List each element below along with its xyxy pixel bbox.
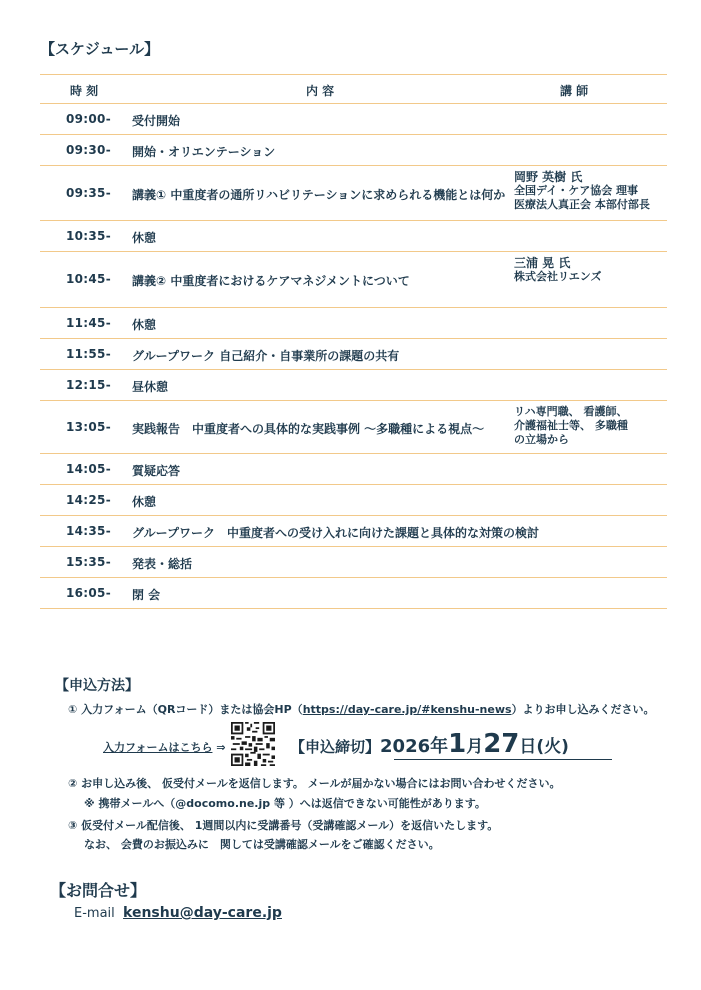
schedule-content: 講義② 中重度者におけるケアマネジメントについて — [132, 274, 410, 288]
schedule-row — [40, 104, 667, 135]
speaker-line: 岡野 英樹 氏 — [514, 170, 583, 184]
schedule-content: 開始・オリエンテーション — [132, 145, 276, 159]
schedule-time: 09:30- — [66, 143, 111, 157]
speaker-line: 医療法人真正会 本部付部長 — [514, 198, 650, 211]
schedule-time: 14:05- — [66, 462, 111, 476]
schedule-row — [40, 516, 667, 547]
schedule-rows — [40, 104, 667, 609]
apply-heading: 【申込方法】 — [55, 678, 139, 694]
schedule-content: 実践報告 中重度者への具体的な実践事例 ～多職種による視点～ — [132, 422, 485, 436]
schedule-time: 09:00- — [66, 112, 111, 126]
schedule-content: 発表・総括 — [132, 557, 193, 571]
schedule-time: 10:35- — [66, 229, 111, 243]
schedule-content: 質疑応答 — [132, 464, 181, 478]
schedule-content: グループワーク 中重度者への受け入れに向けた課題と具体的な対策の検討 — [132, 526, 540, 540]
schedule-content: 受付開始 — [132, 114, 181, 128]
schedule-content: 休憩 — [132, 318, 157, 332]
schedule-row — [40, 485, 667, 516]
schedule-time: 11:45- — [66, 316, 111, 330]
schedule-content: グループワーク 自己紹介・自事業所の課題の共有 — [132, 349, 400, 363]
deadline-day: 27 — [483, 729, 520, 759]
schedule-row — [40, 401, 667, 454]
schedule-table — [40, 74, 667, 609]
deadline-month: 1 — [448, 729, 467, 759]
apply-step2: ② お申し込み後、 仮受付メールを返信します。 メールが届かない場合にはお問い合わせください。 — [68, 777, 561, 790]
deadline-weekday: (火) — [536, 737, 569, 757]
schedule-time: 12:15- — [66, 378, 111, 392]
schedule-speaker — [514, 170, 650, 212]
schedule-content: 休憩 — [132, 495, 157, 509]
schedule-header-row — [40, 74, 667, 104]
schedule-content: 閉 会 — [132, 588, 161, 602]
contact-email — [74, 905, 282, 921]
speaker-line: 株式会社リエンズ — [514, 270, 602, 283]
schedule-content: 休憩 — [132, 231, 157, 245]
deadline-underline — [394, 759, 612, 760]
deadline-year: 2026年 — [380, 736, 449, 757]
header-content: 内 容 — [306, 84, 335, 98]
schedule-time: 14:35- — [66, 524, 111, 538]
apply-step1-prefix: ① 入力フォーム（QRコード）または協会HP（ — [68, 703, 303, 716]
schedule-row — [40, 166, 667, 221]
speaker-line: の立場から — [514, 433, 569, 446]
association-hp-link[interactable]: https://day-care.jp/#kenshu-news — [302, 703, 512, 716]
header-time: 時 刻 — [70, 84, 99, 98]
deadline-month-unit: 月 — [466, 737, 484, 757]
apply-step3-note: なお、 会費のお振込みに 関しては受講確認メールをご確認ください。 — [84, 838, 440, 851]
schedule-time: 14:25- — [66, 493, 111, 507]
schedule-row — [40, 308, 667, 339]
schedule-time: 11:55- — [66, 347, 111, 361]
form-link-line — [103, 739, 226, 755]
schedule-row — [40, 252, 667, 308]
apply-step1 — [68, 701, 655, 717]
schedule-row — [40, 221, 667, 252]
schedule-time: 15:35- — [66, 555, 111, 569]
speaker-line: 全国デイ・ケア協会 理事 — [514, 184, 639, 197]
header-speaker: 講 師 — [560, 84, 589, 98]
email-link[interactable]: kenshu@day-care.jp — [123, 905, 282, 921]
schedule-time: 16:05- — [66, 586, 111, 600]
speaker-line: リハ専門職、 看護師、 — [514, 405, 628, 418]
schedule-time: 09:35- — [66, 186, 111, 200]
arrow-icon: ⇒ — [216, 741, 226, 754]
contact-heading: 【お問合せ】 — [50, 881, 147, 900]
schedule-speaker — [514, 256, 601, 284]
schedule-speaker — [514, 405, 628, 447]
schedule-row — [40, 339, 667, 370]
schedule-row — [40, 547, 667, 578]
schedule-time: 10:45- — [66, 272, 111, 286]
schedule-heading: 【スケジュール】 — [40, 40, 160, 58]
apply-step1-suffix: ）よりお申し込みください。 — [511, 703, 655, 716]
speaker-line: 三浦 晃 氏 — [514, 256, 571, 270]
schedule-row — [40, 454, 667, 485]
schedule-row — [40, 370, 667, 401]
schedule-row — [40, 578, 667, 609]
deadline — [290, 729, 569, 759]
apply-step2-note: ※ 携帯メールへ（@docomo.ne.jp 等 ）へは返信できない可能性があります。 — [84, 797, 486, 810]
deadline-label: 【申込締切】 — [290, 738, 381, 756]
apply-step3: ③ 仮受付メール配信後、 1週間以内に受講番号（受講確認メール）を返信いたします。 — [68, 819, 499, 832]
qr-code[interactable] — [231, 722, 275, 766]
schedule-content: 昼休憩 — [132, 380, 169, 394]
deadline-day-unit: 日 — [519, 737, 537, 757]
schedule-content: 講義① 中重度者の通所リハビリテーションに求められる機能とは何か — [132, 188, 506, 202]
speaker-line: 介護福祉士等、 多職種 — [514, 419, 628, 432]
schedule-time: 13:05- — [66, 420, 111, 434]
form-link[interactable]: 入力フォームはこちら — [103, 741, 213, 754]
email-label: E-mail — [74, 906, 115, 921]
schedule-row — [40, 135, 667, 166]
